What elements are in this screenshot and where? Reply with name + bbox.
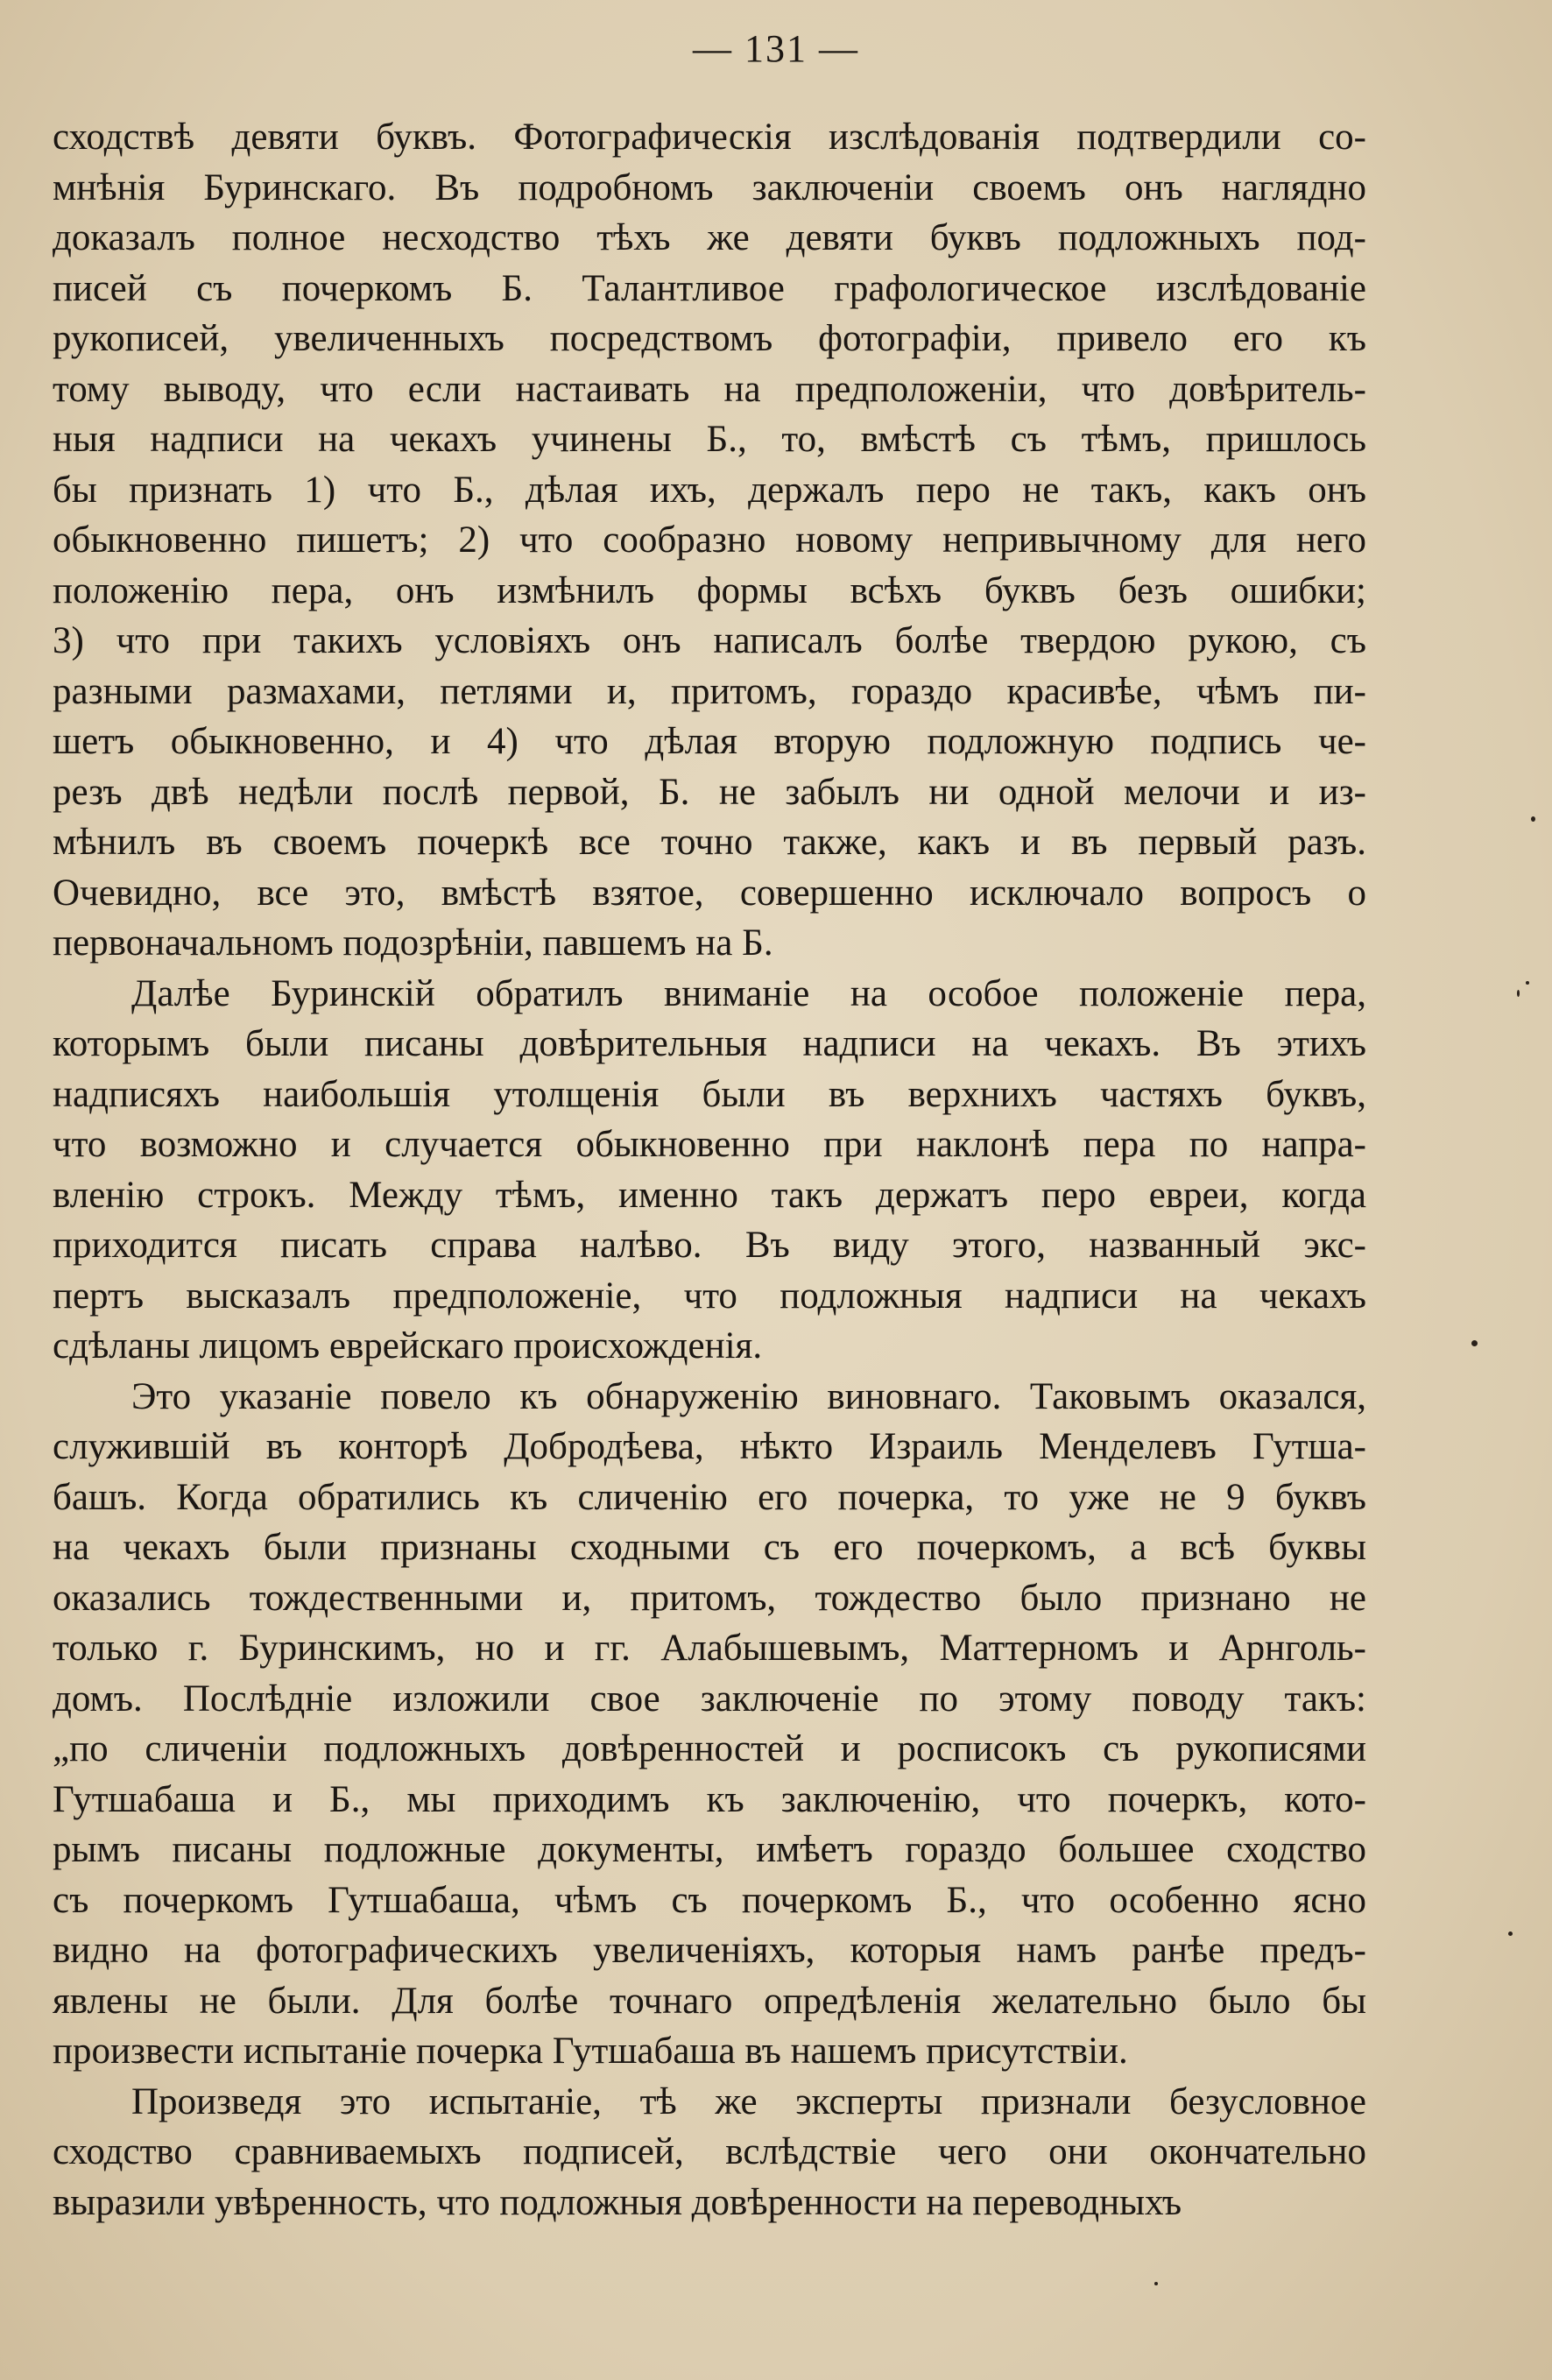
text-line: писей съ почеркомъ Б. Талантливое графологическое изслѣдованіе: [53, 267, 1366, 309]
text-line: Это указаніе повело къ обнаруженію виновнаго. Таковымъ оказался,: [131, 1375, 1366, 1417]
text-line: доказалъ полное несходство тѣхъ же девяти буквъ подложныхъ под-: [53, 217, 1366, 258]
text-line: сходство сравниваемыхъ подписей, вслѣдствіе чего они окончательно: [53, 2131, 1366, 2172]
text-line: резъ двѣ недѣли послѣ первой, Б. не забылъ ни одной мелочи и из-: [53, 771, 1366, 813]
text-line: сходствѣ девяти буквъ. Фотографическія изслѣдованія подтвердили со-: [53, 117, 1366, 158]
text-line: рымъ писаны подложные документы, имѣетъ гораздо большее сходство: [53, 1829, 1366, 1870]
text-line: произвести испытаніе почерка Гутшабаша въ нашемъ присутствіи.: [53, 2030, 1128, 2072]
text-line: только г. Буринскимъ, но и гг. Алабышевымъ, Маттерномъ и Арнголь-: [53, 1628, 1366, 1669]
text-line: явлены не были. Для болѣе точнаго опредѣленія желательно было бы: [53, 1980, 1366, 2022]
text-line: 3) что при такихъ условіяхъ онъ написалъ болѣе твердою рукою, съ: [53, 620, 1366, 661]
text-line: сдѣланы лицомъ еврейскаго происхожденія.: [53, 1325, 763, 1367]
text-line: башъ. Когда обратились къ сличенію его почерка, то уже не 9 буквъ: [53, 1476, 1366, 1518]
text-line: первоначальномъ подозрѣніи, павшемъ на Б.: [53, 922, 773, 964]
text-line: Далѣе Буринскій обратилъ вниманіе на особое положеніе пера,: [131, 972, 1366, 1014]
paragraph: [53, 112, 1366, 969]
text-line: выразили увѣренность, что подложныя довѣренности на переводныхъ: [53, 2181, 1182, 2223]
text-line: Произведя это испытаніе, тѣ же эксперты признали безусловное: [131, 2080, 1366, 2122]
text-line: служившій въ конторѣ Добродѣева, нѣкто Израиль Менделевъ Гутша-: [53, 1426, 1366, 1467]
text-line: ныя надписи на чекахъ учинены Б., то, вмѣстѣ съ тѣмъ, пришлось: [53, 419, 1366, 460]
text-line: надписяхъ наибольшія утолщенія были въ верхнихъ частяхъ буквъ,: [53, 1073, 1366, 1115]
text-line: вленію строкъ. Между тѣмъ, именно такъ держатъ перо евреи, когда: [53, 1174, 1366, 1216]
paragraph: [53, 1372, 1366, 2077]
text-line: Гутшабаша и Б., мы приходимъ къ заключенію, что почеркъ, кото-: [53, 1778, 1366, 1820]
text-line: рукописей, увеличенныхъ посредствомъ фотографіи, привело его къ: [53, 318, 1366, 359]
text-line: бы признать 1) что Б., дѣлая ихъ, держалъ перо не такъ, какъ онъ: [53, 469, 1366, 511]
text-line: „по сличеніи подложныхъ довѣренностей и росписокъ съ рукописями: [53, 1728, 1366, 1769]
page-number: — 131 —: [693, 27, 859, 70]
text-line: разными размахами, петлями и, притомъ, гораздо красивѣе, чѣмъ пи-: [53, 670, 1366, 712]
text-line: домъ. Послѣдніе изложили свое заключеніе по этому поводу такъ:: [53, 1677, 1366, 1720]
text-line: видно на фотографическихъ увеличеніяхъ, которыя намъ ранѣе предъ-: [53, 1930, 1366, 1971]
body-text: [53, 112, 1366, 2228]
text-line: оказались тождественными и, притомъ, тождество было признано не: [53, 1577, 1366, 1619]
text-line: Очевидно, все это, вмѣстѣ взятое, совершенно исключало вопросъ о: [53, 872, 1366, 914]
text-line: мѣнилъ въ своемъ почеркѣ все точно также, какъ и въ первый разъ.: [53, 822, 1366, 863]
text-line: тому выводу, что если настаивать на предположеніи, что довѣритель-: [53, 368, 1366, 410]
text-line: что возможно и случается обыкновенно при наклонѣ пера по напра-: [53, 1124, 1366, 1165]
text-line: на чекахъ были признаны сходными съ его почеркомъ, а всѣ буквы: [53, 1527, 1366, 1568]
text-line: обыкновенно пишетъ; 2) что сообразно новому непривычному для него: [53, 519, 1366, 561]
text-line: которымъ были писаны довѣрительныя надписи на чекахъ. Въ этихъ: [53, 1023, 1366, 1064]
text-line: мнѣнія Буринскаго. Въ подробномъ заключеніи своемъ онъ наглядно: [53, 166, 1366, 208]
text-line: пертъ высказалъ предположеніе, что подложныя надписи на чекахъ: [53, 1275, 1366, 1317]
paragraph: [53, 2077, 1366, 2228]
text-line: шетъ обыкновенно, и 4) что дѣлая вторую подложную подпись че-: [53, 721, 1366, 762]
text-line: приходится писать справа налѣво. Въ виду этого, названный экс-: [53, 1225, 1366, 1266]
paragraph: [53, 969, 1366, 1372]
text-line: съ почеркомъ Гутшабаша, чѣмъ съ почеркомъ Б., что особенно ясно: [53, 1879, 1366, 1921]
text-line: положенію пера, онъ измѣнилъ формы всѣхъ буквъ безъ ошибки;: [53, 569, 1366, 611]
